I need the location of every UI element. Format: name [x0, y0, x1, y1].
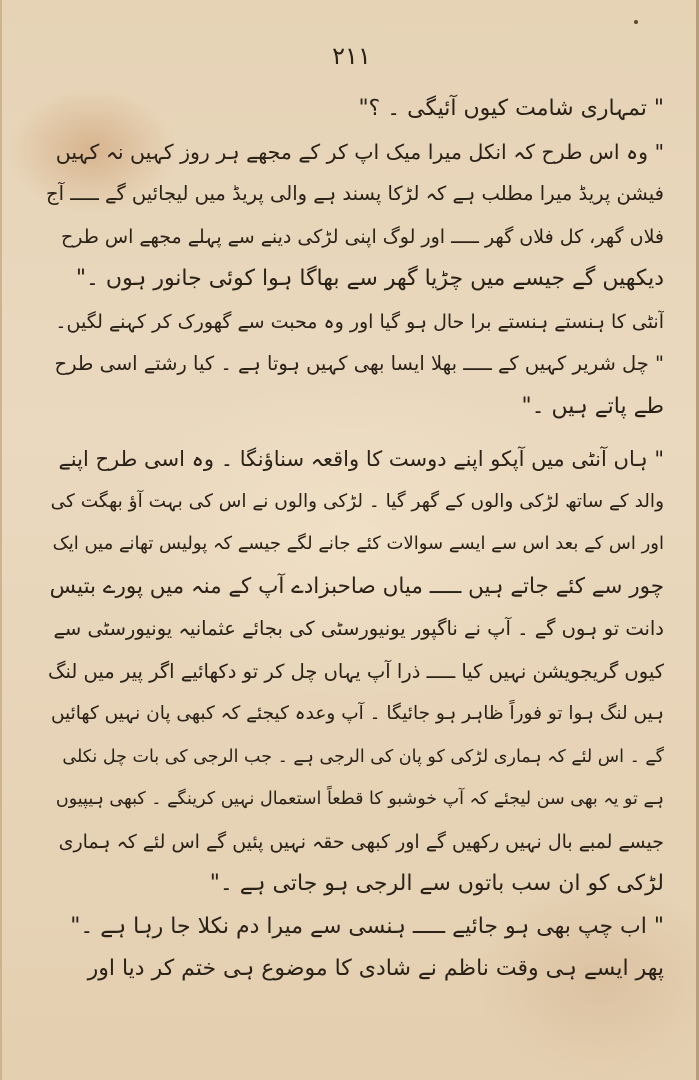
- text-line: جیسے لمبے بال نہیں رکھیں گے اور کبھی حقہ نہیں پئیں گے اس لئے کہ ہماری: [58, 830, 664, 853]
- text-line: دیکھیں گے جیسے میں چڑیا گھر سے بھاگا ہوا کوئی جانور ہوں ۔": [75, 266, 664, 291]
- text-line: دانت تو ہوں گے ۔ آپ نے ناگپور یونیورسٹی کی بجائے عثمانیہ یونیورسٹی سے: [53, 617, 664, 640]
- text-line: پھر ایسے ہی وقت ناظم نے شادی کا موضوع ہی ختم کر دیا اور: [87, 956, 664, 981]
- page-text: [46, 88, 664, 991]
- page-number: ٢١١: [332, 42, 371, 70]
- text-line: " وہ اس طرح کہ انکل میرا میک اپ کر کے مجھے ہر روز کہیں نہ کہیں: [55, 139, 664, 164]
- ink-spot: [634, 20, 638, 24]
- text-line: فلاں گھر، کل فلاں گھر ـــــ اور لوگ اپنی لڑکی دینے سے پہلے مجھے اس طرح: [60, 225, 664, 248]
- text-line: طے پاتے ہیں ۔": [521, 393, 664, 419]
- text-line: لڑکی کو ان سب باتوں سے الرجی ہو جاتی ہے ۔": [209, 871, 664, 896]
- text-line: اور اس کے بعد اس سے ایسے سوالات کئے جانے لگے جیسے کہ پولیس تھانے میں ایک: [52, 533, 664, 554]
- text-line: والد کے ساتھ لڑکی والوں کے گھر گیا ۔ لڑکی والوں نے اس کی بہت آؤ بھگت کی: [50, 490, 664, 512]
- text-line: چور سے کئے جاتے ہیں ـــــ میاں صاحبزادے آپ کے منہ میں پورے بتیس: [49, 573, 664, 599]
- text-line: " چل شریر کہیں کے ـــــ بھلا ایسا بھی کہیں ہوتا ہے ۔ کیا رشتے اسی طرح: [54, 352, 664, 375]
- text-line: کیوں گریجویشن نہیں کیا ـــــ ذرا آپ یہاں چل کر تو دکھائیے اگر پیر میں لنگ: [48, 659, 664, 683]
- text-line: فیشن پریڈ میرا مطلب ہے کہ لڑکا پسند ہے والی پریڈ میں لیجائیں گے ـــــ آج: [46, 182, 664, 205]
- text-line: آنٹی کا ہنستے ہنستے برا حال ہو گیا اور وہ محبت سے گھورک کر کہنے لگیں۔: [55, 310, 664, 333]
- text-line: " تمہاری شامت کیوں آئیگی ۔ ؟": [358, 96, 664, 121]
- text-line: " اب چپ بھی ہو جائیے ـــــ ہنسی سے میرا دم نکلا جا رہا ہے ۔": [70, 913, 664, 939]
- text-line: " ہاں آنٹی میں آپکو اپنے دوست کا واقعہ سناؤنگا ۔ وہ اسی طرح اپنے: [58, 447, 664, 471]
- text-line: ہے تو یہ بھی سن لیجئے کہ آپ خوشبو کا قطعاً استعمال نہیں کرینگے ۔ کبھی ہیپیوں: [55, 789, 664, 809]
- text-line: گے ۔ اس لئے کہ ہماری لڑکی کو پان کی الرجی ہے ۔ جب الرجی کی بات چل نکلی: [62, 746, 664, 767]
- text-line: ہیں لنگ ہوا تو فوراً ظاہر ہو جائیگا ۔ آپ وعدہ کیجئے کہ کبھی پان نہیں کھائیں: [50, 703, 664, 724]
